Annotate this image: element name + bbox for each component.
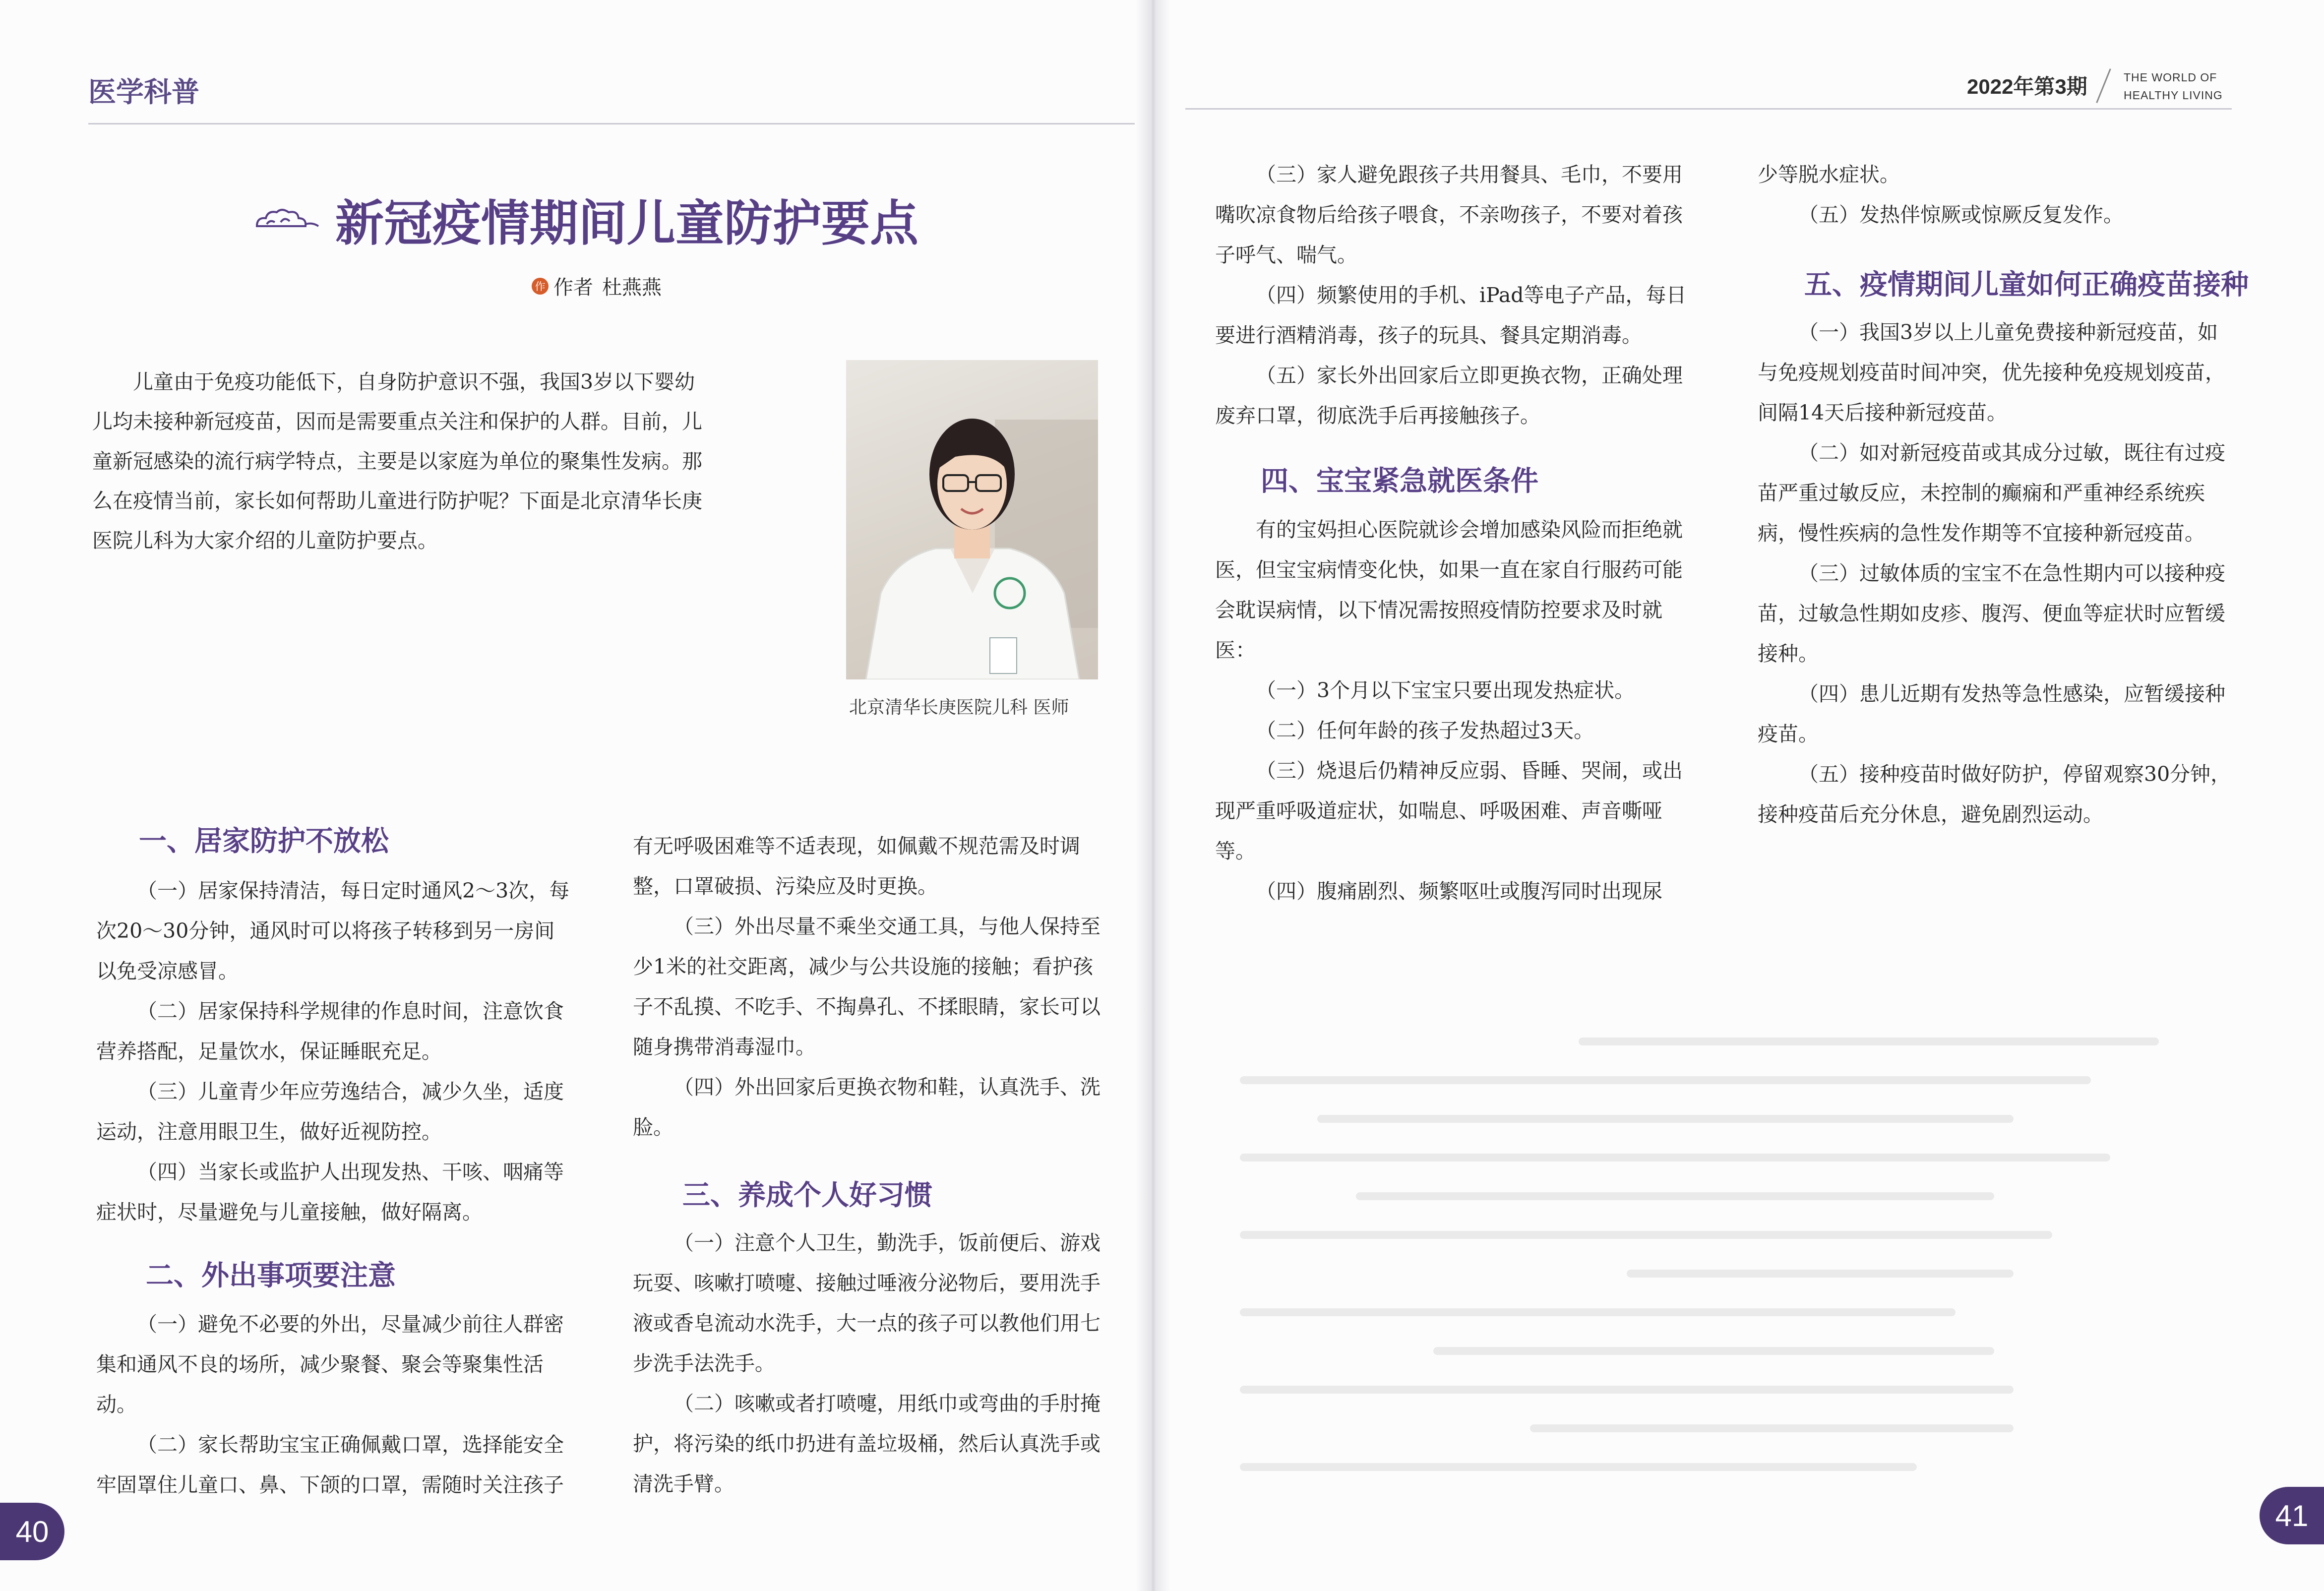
section-4-continued <box>1758 155 2234 235</box>
section-5-body <box>1758 312 2234 835</box>
section-4-item: （一）3个月以下宝宝只要出现发热症状。 <box>1256 678 1635 702</box>
section-1-heading: 一、居家防护不放松 <box>139 825 389 857</box>
section-5-item: （一）我国3岁以上儿童免费接种新冠疫苗，如与免疫规划疫苗时间冲突，优先接种免疫规划疫苗，间隔14天后接种新冠疫苗。 <box>1758 320 2225 425</box>
article-intro: 儿童由于免疫功能低下，自身防护意识不强，我国3岁以下婴幼儿均未接种新冠疫苗，因而是需要重点关注和保护的人群。目前，儿童新冠感染的流行病学特点，主要是以家庭为单位的聚集性发病。那么在疫情当前，家长如何帮助儿童进行防护呢？下面是北京清华长庚医院儿科为大家介绍的儿童防护要点。 <box>92 370 702 552</box>
article-title: 新冠疫情期间儿童防护要点 <box>335 195 919 252</box>
section-1-item: （三）儿童青少年应劳逸结合，减少久坐，适度运动，注意用眼卫生，做好近视防控。 <box>96 1080 564 1144</box>
section-3-item: （五）家长外出回家后立即更换衣物，正确处理废弃口罩，彻底洗手后再接触孩子。 <box>1215 364 1683 428</box>
section-4-heading: 四、宝宝紧急就医条件 <box>1261 465 1538 497</box>
section-5-heading: 五、疫情期间儿童如何正确疫苗接种 <box>1804 269 2249 301</box>
section-2-item: （一）避免不必要的外出，尽量减少前往人群密集和通风不良的场所，减少聚餐、聚会等聚集性活动。 <box>96 1312 564 1416</box>
section-5-item: （二）如对新冠疫苗或其成分过敏，既往有过疫苗严重过敏反应，未控制的癫痫和严重神经系统疾病，慢性疾病的急性发作期等不宜接种新冠疫苗。 <box>1758 441 2225 545</box>
page-number-left: 40 <box>0 1503 64 1560</box>
section-4-item: （五）发热伴惊厥或惊厥反复发作。 <box>1798 203 2124 227</box>
section-2-continued <box>633 826 1109 1148</box>
section-2-item: （二）家长帮助宝宝正确佩戴口罩，选择能安全牢固罩住儿童口、鼻、下颌的口罩，需随时关注孩子 <box>96 1433 564 1497</box>
issue-label: 2022年第3期 <box>1967 75 2087 98</box>
header-rule-left <box>88 123 1135 124</box>
title-block <box>252 184 918 254</box>
section-5-item: （四）患儿近期有发热等急性感染，应暂缓接种疫苗。 <box>1758 682 2225 746</box>
section-3-body-left <box>633 1223 1109 1504</box>
section-4-continued-text: 少等脱水症状。 <box>1758 163 1900 186</box>
section-3-item: （三）家人避免跟孩子共用餐具、毛巾，不要用嘴吹凉食物后给孩子喂食，不亲吻孩子，不要对着孩子呼气、喘气。 <box>1215 163 1683 267</box>
section-4-intro: 有的宝妈担心医院就诊会增加感染风险而拒绝就医，但宝宝病情变化快，如果一直在家自行服药可能会耽误病情，以下情况需按照疫情防控要求及时就医： <box>1215 518 1683 662</box>
author-name: 杜燕燕 <box>602 276 662 299</box>
book-gutter <box>1136 0 1170 1591</box>
section-3-item: （一）注意个人卫生，勤洗手，饭前便后、游戏玩耍、咳嗽打喷嚏、接触过唾液分泌物后，要用洗手液或香皂流动水洗手，大一点的孩子可以教他们用七步洗手法洗手。 <box>633 1231 1101 1375</box>
section-4-item: （四）腹痛剧烈、频繁呕吐或腹泻同时出现尿 <box>1256 879 1662 903</box>
section-5-item: （三）过敏体质的宝宝不在急性期内可以接种疫苗，过敏急性期如皮疹、腹泻、便血等症状时应暂缓接种。 <box>1758 561 2225 666</box>
section-2-item: （三）外出尽量不乘坐交通工具，与他人保持至少1米的社交距离，减少与公共设施的接触；看护孩子不乱摸、不吃手、不掏鼻孔、不揉眼睛，家长可以随身携带消毒湿巾。 <box>633 915 1101 1059</box>
section-4-body <box>1215 510 1689 912</box>
author-line <box>532 272 662 300</box>
section-3-item: （二）咳嗽或者打喷嚏，用纸巾或弯曲的手肘掩护，将污染的纸巾扔进有盖垃圾桶，然后认真洗手或清洗手臂。 <box>633 1392 1101 1496</box>
section-5-item: （五）接种疫苗时做好防护，停留观察30分钟，接种疫苗后充分休息，避免剧烈运动。 <box>1758 762 2231 826</box>
section-3-heading: 三、养成个人好习惯 <box>682 1179 932 1212</box>
section-1-item: （四）当家长或监护人出现发热、干咳、咽痛等症状时，尽量避免与儿童接触，做好隔离。 <box>96 1160 564 1224</box>
section-3-body-right <box>1215 155 1689 436</box>
page-number-right: 41 <box>2260 1487 2324 1544</box>
section-3-item: （四）频繁使用的手机、iPad等电子产品，每日要进行酒精消毒，孩子的玩具、餐具定期消毒。 <box>1215 283 1687 347</box>
author-photo <box>846 360 1098 679</box>
cloud-ornament-icon <box>252 202 321 237</box>
section-2-heading: 二、外出事项要注意 <box>146 1260 396 1292</box>
journal-name: THE WORLD OF HEALTHY LIVING <box>2124 71 2223 102</box>
section-1-body <box>96 871 570 1232</box>
header-rule-right <box>1185 108 2232 110</box>
section-2-body <box>96 1304 570 1505</box>
author-label: 作者 <box>553 276 593 299</box>
section-4-item: （二）任何年龄的孩子发热超过3天。 <box>1256 719 1594 742</box>
section-label: 医学科普 <box>88 76 199 109</box>
section-1-item: （一）居家保持清洁，每日定时通风2～3次，每次20～30分钟，通风时可以将孩子转移到另一房间以免受凉感冒。 <box>96 879 570 983</box>
section-4-item: （三）烧退后仍精神反应弱、昏睡、哭闹，或出现严重呼吸道症状，如喘息、呼吸困难、声音嘶哑等。 <box>1215 759 1683 863</box>
author-mark-icon: 作 <box>532 278 549 295</box>
show-through-texture <box>1240 1007 2207 1528</box>
photo-caption: 北京清华长庚医院儿科 医师 <box>849 697 1069 718</box>
section-2-continued-text: 有无呼吸困难等不适表现，如佩戴不规范需及时调整，口罩破损、污染应及时更换。 <box>633 834 1080 898</box>
section-2-item: （四）外出回家后更换衣物和鞋，认真洗手、洗脸。 <box>633 1075 1101 1139</box>
section-1-item: （二）居家保持科学规律的作息时间，注意饮食营养搭配，足量饮水，保证睡眠充足。 <box>96 999 564 1063</box>
